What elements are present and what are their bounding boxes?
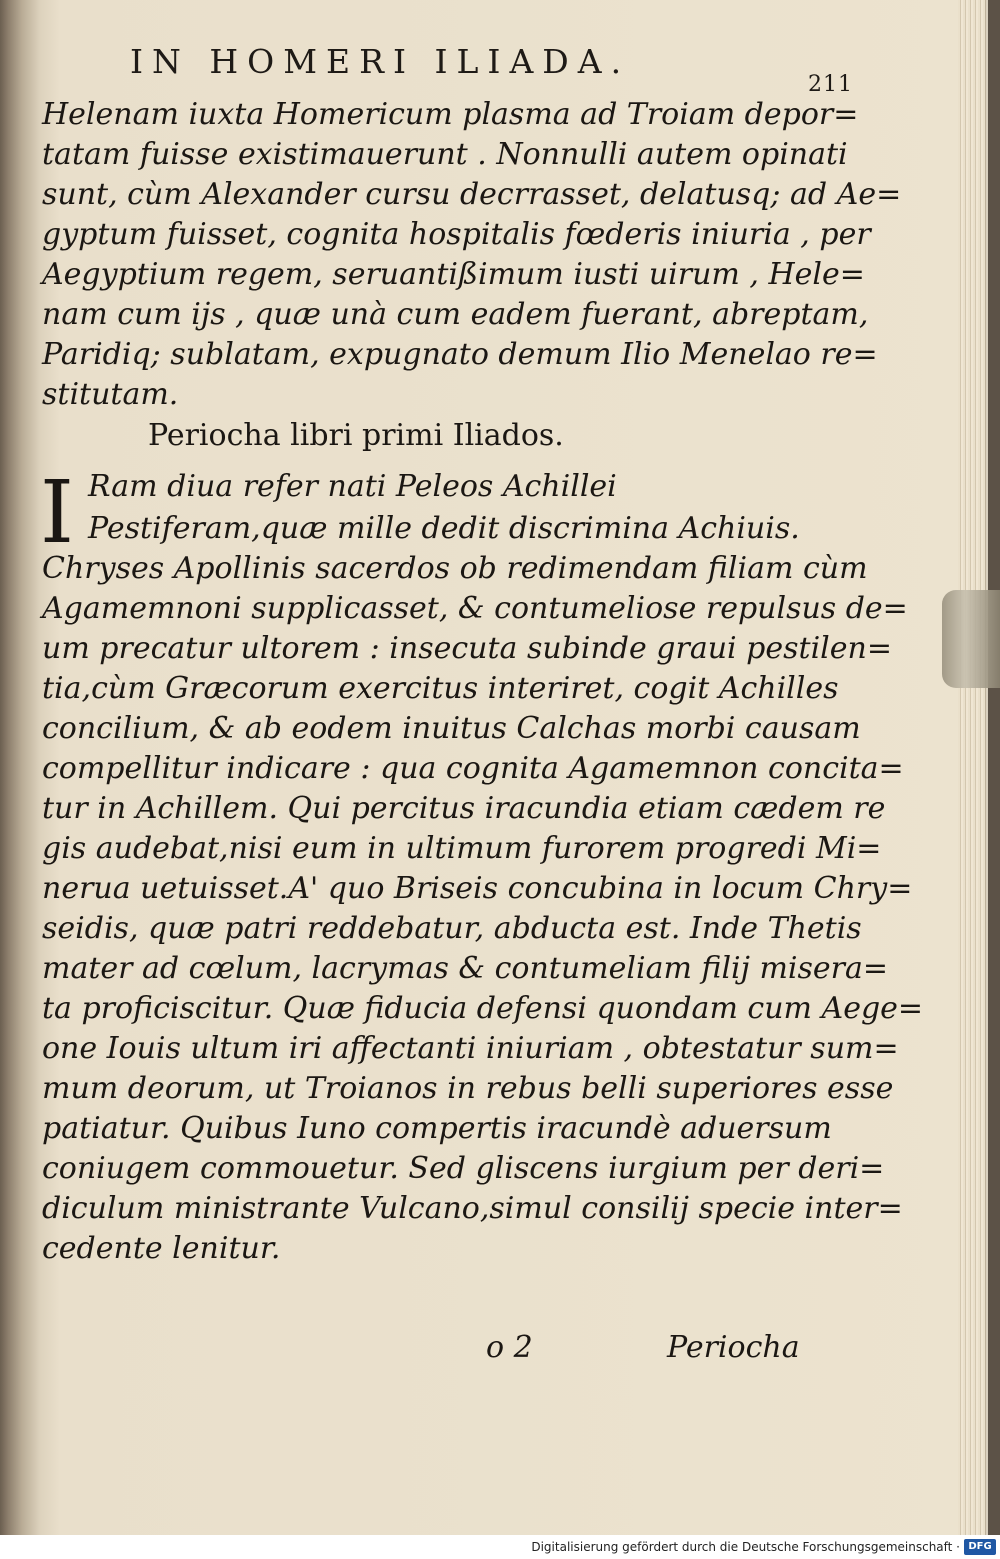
text-line: one Iouis ultum iri affectanti iniuriam , obtestatur sum= bbox=[42, 1031, 899, 1066]
text-top bbox=[42, 95, 902, 415]
text-line: concilium, & ab eodem inuitus Calchas morbi causam bbox=[42, 711, 861, 746]
text-line: tur in Achillem. Qui percitus iracundia etiam cædem re bbox=[42, 791, 886, 826]
text-line: diculum ministrante Vulcano,simul consilij specie inter= bbox=[42, 1191, 903, 1226]
text-line: mater ad cœlum, lacrymas & contumeliam filij misera= bbox=[42, 951, 889, 986]
section-heading: Periocha libri primi Iliados. bbox=[148, 418, 564, 453]
text-line: seidis, quæ patri reddebatur, abducta est. Inde Thetis bbox=[42, 911, 862, 946]
text-line: gyptum fuisset, cognita hospitalis fœderis iniuria , per bbox=[42, 217, 871, 252]
text-line: ta proficiscitur. Quæ fiducia defensi quondam cum Aege= bbox=[42, 991, 924, 1026]
text-body bbox=[42, 548, 924, 1268]
text-line: sunt, cùm Alexander cursu decrrasset, delatusq; ad Ae= bbox=[42, 177, 902, 212]
catchword: Periocha bbox=[667, 1330, 800, 1365]
text-line: compellitur indicare : qua cognita Agamemnon concita= bbox=[42, 751, 904, 786]
verse-line: Ram diua refer nati Peleos Achillei bbox=[88, 469, 617, 504]
text-line: coniugem commouetur. Sed gliscens iurgium per deri= bbox=[42, 1151, 885, 1186]
text-line: gis audebat,nisi eum in ultimum furorem progredi Mi= bbox=[42, 831, 882, 866]
text-line: nerua uetuisset.A' quo Briseis concubina in locum Chry= bbox=[42, 871, 913, 906]
text-line: Agamemnoni supplicasset, & contumeliose repulsus de= bbox=[42, 591, 908, 626]
text-line: Paridiq; sublatam, expugnato demum Ilio Menelao re= bbox=[42, 337, 878, 372]
text-line: cedente lenitur. bbox=[42, 1231, 281, 1266]
text-line: um precatur ultorem : insecuta subinde graui pestilen= bbox=[42, 631, 892, 666]
text-line: nam cum ijs , quæ unà cum eadem fuerant, abreptam, bbox=[42, 297, 869, 332]
bookmark-clip bbox=[942, 590, 1000, 688]
dfg-logo: DFG bbox=[964, 1539, 996, 1555]
running-head: IN HOMERI ILIADA. bbox=[130, 42, 631, 81]
text-line: Helenam iuxta Homericum plasma ad Troiam depor= bbox=[42, 97, 859, 132]
text-line: stitutam. bbox=[42, 377, 179, 412]
text-line: tia,cùm Græcorum exercitus interiret, cogit Achilles bbox=[42, 671, 839, 706]
footer-credit: Digitalisierung gefördert durch die Deutsche Forschungsgemeinschaft · bbox=[531, 1540, 960, 1554]
text-line: tatam fuisse existimauerunt . Nonnulli autem opinati bbox=[42, 137, 848, 172]
page-number: 211 bbox=[808, 72, 853, 97]
verse-block bbox=[88, 466, 800, 550]
text-line: patiatur. Quibus Iuno compertis iracundè aduersum bbox=[42, 1111, 832, 1146]
text-line: Aegyptium regem, seruantißimum iusti uirum , Hele= bbox=[42, 257, 865, 292]
page-edges bbox=[958, 0, 988, 1535]
text-line: Chryses Apollinis sacerdos ob redimendam filiam cùm bbox=[42, 551, 868, 586]
signature-mark: o 2 bbox=[486, 1330, 533, 1365]
verse-line: Pestiferam,quæ mille dedit discrimina Achiuis. bbox=[88, 511, 800, 546]
text-line: mum deorum, ut Troianos in rebus belli superiores esse bbox=[42, 1071, 894, 1106]
drop-capital: I bbox=[40, 463, 74, 563]
